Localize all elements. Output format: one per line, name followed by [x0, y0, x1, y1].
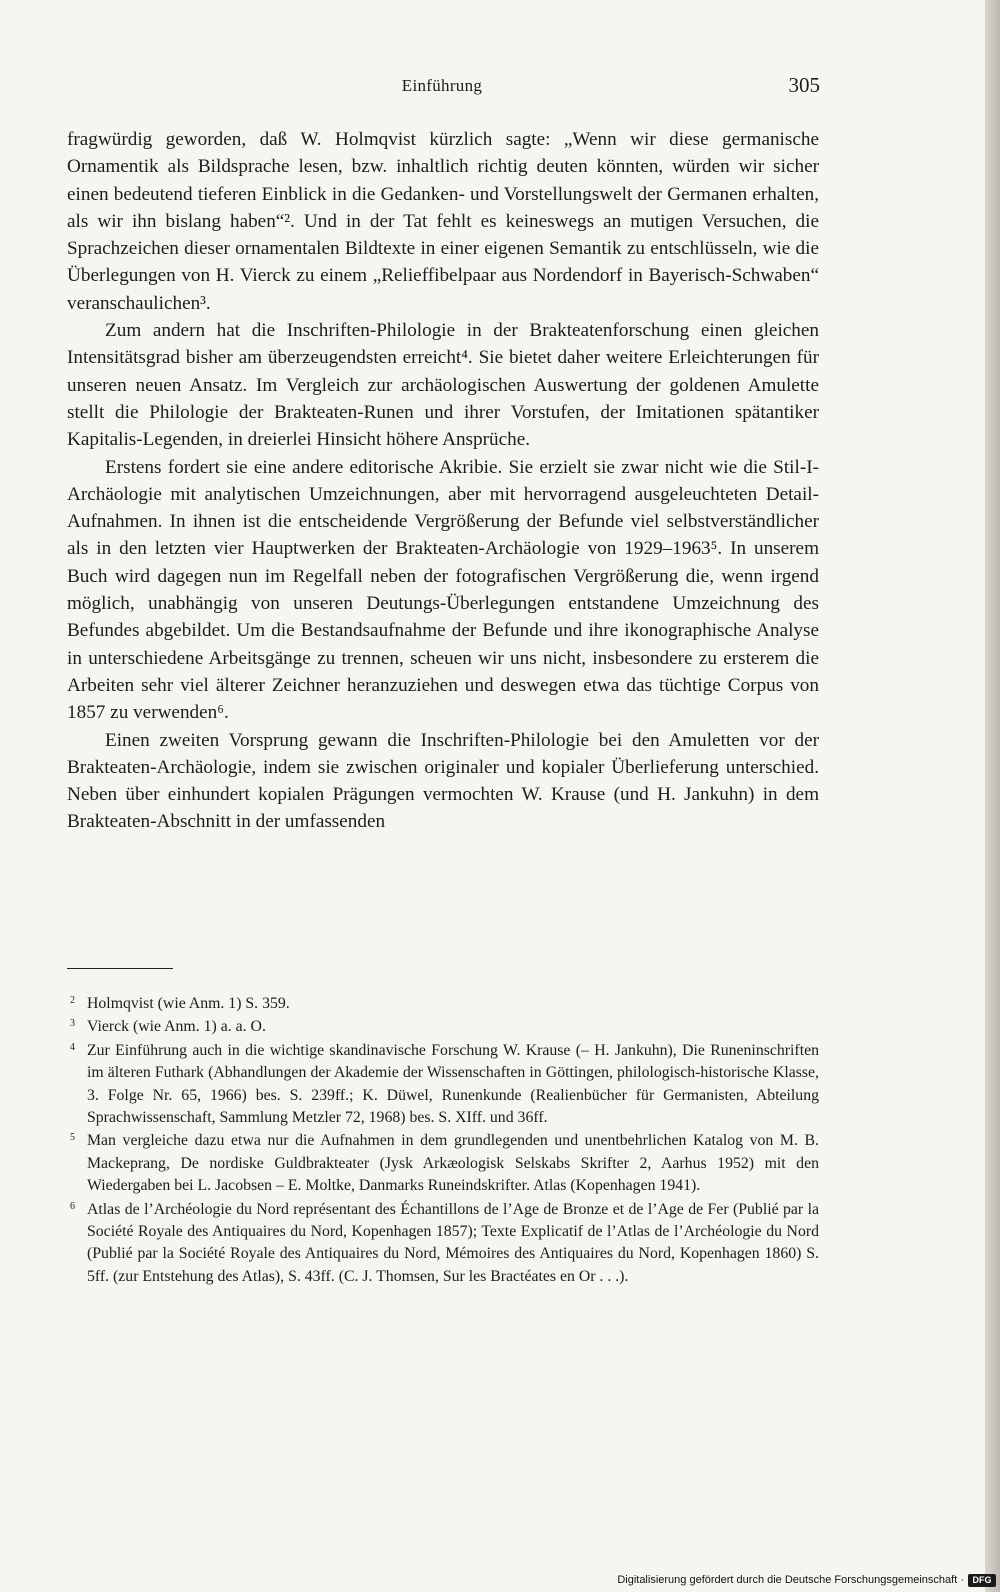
footnote-5 — [67, 1130, 819, 1197]
footnote-number: 5 — [70, 1132, 75, 1144]
footnote-text: Atlas de l’Archéologie du Nord représentant des Échantillons de l’Age de Bronze et de l’Age de Fer (Publié par la Société Royale des Antiquaires du Nord, Kopenhagen 1857); Texte Explicatif de l’Atlas de l’Archéologie du Nord (Publié par la Société Royale des Antiquaires du Nord, Mémoires des Antiquaires du Nord, Kopenhagen 1860) S. 5ff. (zur Entstehung des Atlas), S. 43ff. (C. J. Thomsen, Sur les Bractéates en Or . . .). — [87, 1200, 819, 1285]
digitization-footer — [617, 1572, 996, 1588]
footnote-6 — [67, 1199, 819, 1289]
paragraph-4: Einen zweiten Vorsprung gewann die Inschriften-Philologie bei den Amuletten vor der Brakteaten-Archäologie, indem sie zwischen originaler und kopialer Überlieferung unterschied. Neben über einhundert kopialen Prägungen vermochten W. Krause (und H. Jankuhn) in dem Brakteaten-Abschnitt in der umfassenden — [67, 729, 819, 833]
running-head — [64, 73, 820, 102]
page-number: 305 — [788, 73, 820, 97]
paragraph-2: Zum andern hat die Inschriften-Philologie in der Brakteatenforschung einen gleichen Intensitätsgrad bisher am überzeugendsten erreicht⁴. Sie bietet daher weitere Erleichterungen für unseren neuen Ansatz. Im Vergleich zur archäologischen Auswertung der goldenen Amulette stellt die Philologie der Brakteaten-Runen und ihrer Vorstufen, der Imitationen spätantiker Kapitalis-Legenden, in dreierlei Hinsicht höhere Ansprüche. — [67, 320, 819, 451]
footnote-4 — [67, 1040, 819, 1130]
scan-edge — [985, 0, 1000, 1592]
footnote-2 — [67, 993, 819, 1015]
dfg-logo: DFG — [968, 1574, 996, 1587]
footer-text: Digitalisierung gefördert durch die Deutsche Forschungsgemeinschaft · — [617, 1574, 964, 1586]
footnote-number: 4 — [70, 1041, 75, 1053]
paragraph-1: fragwürdig geworden, daß W. Holmqvist kürzlich sagte: „Wenn wir diese germanische Ornamentik als Bildsprache lesen, bzw. inhaltlich richtig deuten könnten, würden wir sicher einen bedeutend tieferen Einblick in die Gedanken- und Vorstellungswelt der Germanen erhalten, als wir ihn bislang haben“². Und in der Tat fehlt es keineswegs an mutigen Versuchen, die Sprachzeichen dieser ornamentalen Bildtexte in einer eigenen Semantik zu entschlüsseln, wie die Überlegungen von H. Vierck zu einem „Relieffibelpaar aus Nordendorf in Bayerisch-Schwaben“ veranschaulichen³. — [67, 129, 819, 314]
footnote-number: 6 — [70, 1200, 75, 1212]
running-head-title: Einführung — [401, 76, 483, 95]
paragraph-3: Erstens fordert sie eine andere editorische Akribie. Sie erzielt sie zwar nicht wie die Stil-I-Archäologie mit analytischen Umzeichnungen, aber mit hervorragend ausgeleuchteten Detail-Aufnahmen. In ihnen ist die entscheidende Vergrößerung der Befunde viel selbstverständlicher als in den letzten vier Hauptwerken der Brakteaten-Archäologie von 1929–1963⁵. In unserem Buch wird dagegen nun im Regelfall neben der fotografischen Vergrößerung die, wenn irgend möglich, unabhängig von unseren Deutungs-Überlegungen entstandene Umzeichnung des Befundes abgebildet. Um die Bestandsaufnahme der Befunde und ihre ikonographische Analyse in unterschiedene Arbeitsgänge zu trennen, scheuen wir uns nicht, insbesondere zu ersterem die Arbeiten sehr viel älterer Zeichner heranzuziehen und deswegen etwa das tüchtige Corpus von 1857 zu verwenden⁶. — [67, 456, 819, 724]
footnote-text: Man vergleiche dazu etwa nur die Aufnahmen in dem grundlegenden und unentbehrlichen Katalog von M. B. Mackeprang, De nordiske Guldbrakteater (Jysk Arkæologisk Selskabs Skrifter 2, Aarhus 1952) mit den Wiedergaben bei L. Jacobsen – E. Moltke, Danmarks Runeindskrifter. Atlas (Kopenhagen 1941). — [87, 1132, 819, 1195]
footnote-3 — [67, 1016, 819, 1038]
footnote-text: Zur Einführung auch in die wichtige skandinavische Forschung W. Krause (– H. Jankuhn), Die Runeninschriften im älteren Futhark (Abhandlungen der Akademie der Wissenschaften in Göttingen, philologisch-historische Klasse, 3. Folge Nr. 65, 1966) bes. S. 239ff.; K. Düwel, Runenkunde (Realienbücher für Germanisten, Abteilung Sprachwissenschaft, Sammlung Metzler 72, 1968) bes. S. XIff. und 36ff. — [87, 1041, 819, 1127]
footnote-text: Holmqvist (wie Anm. 1) S. 359. — [87, 995, 290, 1012]
footnote-rule — [67, 968, 173, 969]
footnote-text: Vierck (wie Anm. 1) a. a. O. — [87, 1018, 266, 1036]
footnotes — [67, 993, 819, 1289]
footnote-number: 3 — [70, 1018, 75, 1030]
main-text — [67, 126, 819, 836]
footnote-number: 2 — [70, 995, 75, 1006]
